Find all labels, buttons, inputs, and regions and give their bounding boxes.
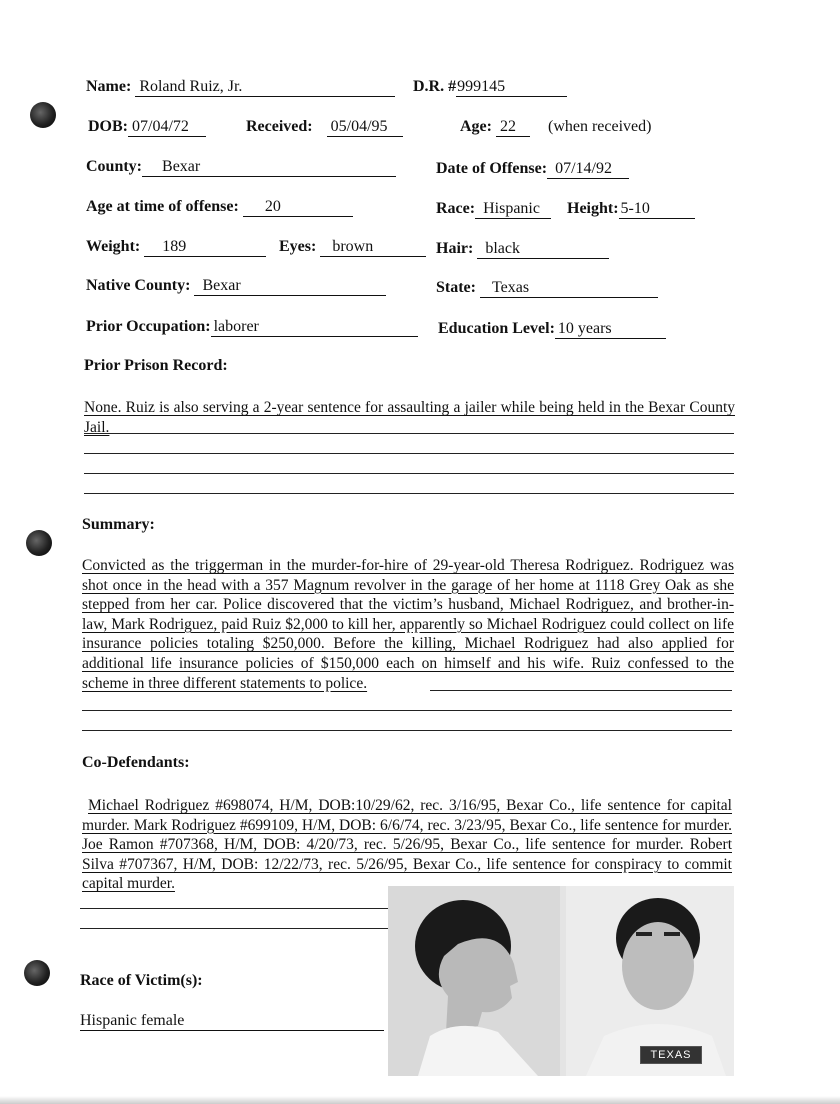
age-value: 22 [496, 118, 530, 137]
mugshot-profile [388, 886, 560, 1076]
native-county-value: Bexar [194, 277, 386, 296]
education-value: 10 years [555, 320, 666, 339]
race-label: Race: [436, 200, 476, 217]
state-value: Texas [480, 279, 658, 298]
prior-record-text-content: None. Ruiz is also serving a 2-year sentence for assaulting a jailer while being held in the Bexar County Jail. [84, 399, 735, 436]
dr-field [413, 78, 567, 97]
received-label: Received: [246, 118, 313, 135]
age-note: (when received) [547, 118, 652, 135]
victim-value: Hispanic female [80, 1012, 384, 1031]
hair-value: black [477, 240, 609, 259]
mugshot-placard: TEXAS [640, 1046, 702, 1064]
mugshot-front [566, 886, 734, 1076]
eyes-field [279, 238, 426, 257]
dob-label: DOB: [88, 118, 128, 135]
education-field [438, 320, 666, 339]
race-value: Hispanic [475, 200, 551, 219]
codefendants-label: Co-Defendants: [82, 754, 190, 771]
county-field [86, 158, 396, 177]
dob-field [88, 118, 206, 137]
age-offense-value: 20 [243, 198, 353, 217]
native-county-field [86, 277, 386, 296]
received-field [246, 118, 403, 137]
scan-edge [0, 1096, 840, 1104]
summary-text [82, 556, 734, 693]
received-value: 05/04/95 [327, 118, 403, 137]
summary-label: Summary: [82, 516, 155, 533]
binder-hole-bottom [24, 960, 50, 986]
prior-record-text [84, 398, 735, 437]
native-county-label: Native County: [86, 277, 191, 294]
date-offense-field [436, 160, 629, 179]
prior-occupation-field [86, 318, 418, 337]
county-value: Bexar [142, 158, 396, 177]
weight-field [86, 238, 266, 257]
prior-occupation-value: laborer [211, 318, 418, 337]
summary-rule-3 [82, 730, 732, 731]
profile-silhouette-icon [388, 886, 560, 1076]
age-field [460, 118, 651, 137]
race-field [436, 200, 551, 219]
prior-record-rule-2 [84, 453, 734, 454]
date-offense-label: Date of Offense: [436, 160, 548, 177]
mugshot-photo [388, 886, 734, 1076]
height-label: Height: [567, 200, 619, 217]
eyes-label: Eyes: [279, 238, 317, 255]
codefendants-text [82, 796, 732, 894]
dr-value: 999145 [456, 78, 567, 97]
height-value: 5-10 [619, 200, 695, 219]
victim-field [80, 1012, 384, 1031]
prior-occupation-label: Prior Occupation: [86, 318, 211, 335]
weight-label: Weight: [86, 238, 141, 255]
state-label: State: [436, 279, 476, 296]
prior-record-rule-1 [84, 433, 734, 434]
binder-hole-middle [26, 530, 52, 556]
prior-record-rule-3 [84, 473, 734, 474]
dr-label: D.R. # [413, 78, 457, 95]
summary-text-content: Convicted as the triggerman in the murder-for-hire of 29-year-old Theresa Rodriguez. Rodriguez was shot once in the head with a 357 Magnum revolver in the garage of her home at 1118 Grey Oak as she stepped from her car. Police discovered that the victim’s husband, Michael Rodriguez, and brother-in-law, Mark Rodriguez, paid Ruiz $2,000 to kill her, apparently so Michael Rodriguez could collect on life insurance policies totaling $250,000. Before the killing, Michael Rodriguez had also applied for additional life insurance policies of $150,000 each on himself and his wife. Ruiz confessed to the scheme in three different statements to police. [82, 557, 734, 692]
height-field [567, 200, 695, 219]
summary-rule-1 [430, 690, 732, 691]
date-offense-value: 07/14/92 [547, 160, 629, 179]
education-label: Education Level: [438, 320, 555, 337]
codefendants-rule-2 [80, 928, 390, 929]
summary-rule-2 [82, 710, 732, 711]
prior-record-rule-4 [84, 493, 734, 494]
name-value: Roland Ruiz, Jr. [135, 78, 395, 97]
weight-value: 189 [144, 238, 266, 257]
age-label: Age: [460, 118, 492, 135]
county-label: County: [86, 158, 143, 175]
age-offense-field [86, 198, 353, 217]
state-field [436, 279, 658, 298]
name-field [86, 78, 395, 97]
prior-record-label: Prior Prison Record: [84, 357, 228, 374]
dob-value: 07/04/72 [128, 118, 206, 137]
age-offense-label: Age at time of offense: [86, 198, 239, 215]
hair-field [436, 240, 609, 259]
victim-label: Race of Victim(s): [80, 972, 203, 989]
binder-hole-top [30, 102, 56, 128]
hair-label: Hair: [436, 240, 474, 257]
eyes-value: brown [320, 238, 426, 257]
codefendants-rule-1 [80, 908, 390, 909]
name-label: Name: [86, 78, 132, 95]
codefendants-text-content: Michael Rodriguez #698074, H/M, DOB:10/29/62, rec. 3/16/95, Bexar Co., life sentence for capital murder. Mark Rodriguez #699109, H/M, DOB: 6/6/74, rec. 3/23/95, Bexar Co., life sentence for murder. Joe Ramon #707368, H/M, DOB: 4/20/73, rec. 5/26/95, Bexar Co., life sentence for murder. Robert Silva #707367, H/M, DOB: 12/22/73, rec. 5/26/95, Bexar Co., life sentence for conspiracy to commit capital murder. [82, 797, 732, 893]
